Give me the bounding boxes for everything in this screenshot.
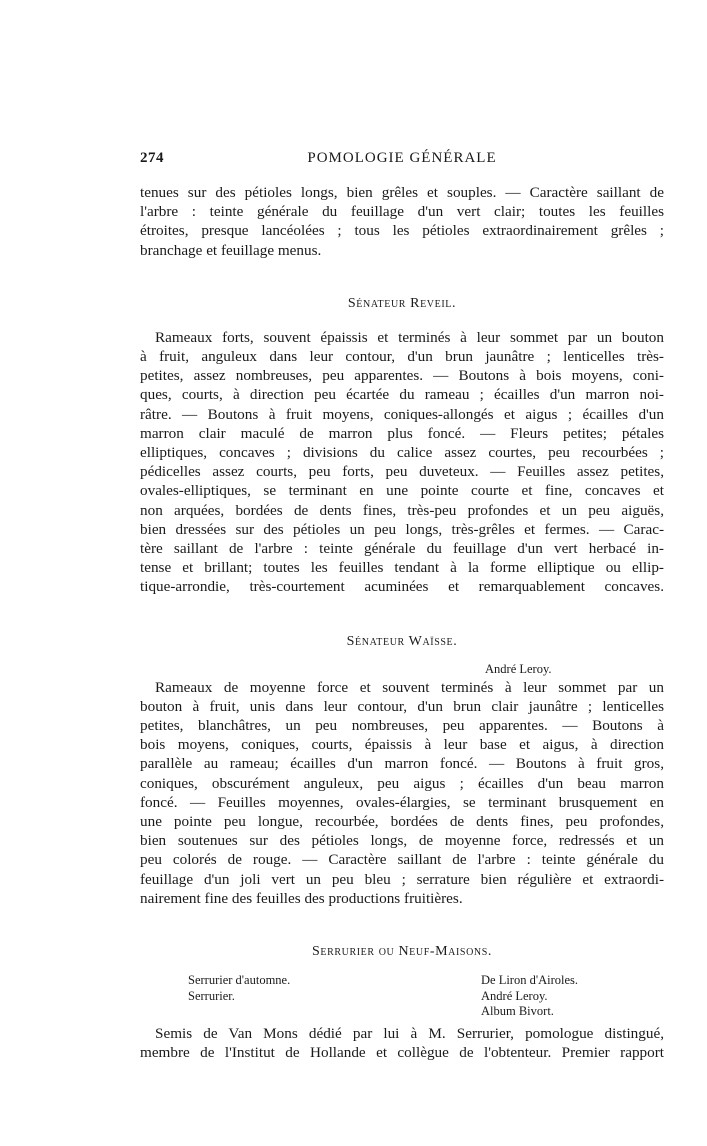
text-line: Rameaux forts, souvent épaissis et terminés à leur sommet par un bouton bbox=[155, 328, 664, 346]
text-line: peu colorés de rouge. — Caractère saillant de l'arbre : teinte générale du bbox=[140, 851, 664, 869]
text-line: nairement fine des feuilles des productions fruitières. bbox=[140, 889, 463, 907]
book-page bbox=[140, 150, 664, 1063]
text-line: râtre. — Boutons à fruit moyens, coniques-allongés et aigus ; écailles d'un bbox=[140, 405, 664, 423]
section-heading-senateur-waisse: Sénateur Waïsse. bbox=[346, 633, 458, 649]
synonyms-names bbox=[188, 973, 290, 1004]
text-line: parallèle au rameau; écailles d'un marron foncé. — Boutons à fruit gros, bbox=[140, 755, 664, 773]
text-line: coniques, obscurément anguleux, peu aigus ; écailles d'un beau marron bbox=[140, 774, 664, 792]
text-line: bouton à fruit, unis dans leur contour, d'un brun clair jaunâtre ; lenticelles bbox=[140, 697, 664, 715]
text-line: ovales-elliptiques, se terminant en une pointe courte et fine, concaves et bbox=[140, 482, 664, 500]
synonyms-sources bbox=[481, 973, 578, 1020]
text-line: petites, blanchâtres, un peu nombreuses, peu apparentes. — Boutons à bbox=[140, 717, 664, 735]
running-title: POMOLOGIE GÉNÉRALE bbox=[307, 150, 497, 166]
text-line: branchage et feuillage menus. bbox=[140, 241, 322, 259]
synonyms-block bbox=[140, 973, 664, 1023]
text-line: Semis de Van Mons dédié par lui à M. Serrurier, pomologue distingué, bbox=[155, 1025, 664, 1043]
synonym-name: Serrurier d'automne. bbox=[188, 973, 291, 988]
paragraph-senateur-reveil bbox=[140, 328, 664, 597]
text-line: ques, courts, à direction peu écartée du rameau ; écailles d'un marron noi- bbox=[140, 386, 664, 404]
text-line: non arquées, bordées de dents fines, très-peu profondes et un peu aiguës, bbox=[140, 501, 664, 519]
text-line: foncé. — Feuilles moyennes, ovales-élargies, se terminant brusquement en bbox=[140, 793, 664, 811]
synonym-source: André Leroy. bbox=[481, 988, 548, 1003]
text-line: bien soutenues sur des pétioles longs, de moyenne force, redressés et un bbox=[140, 832, 664, 850]
page-number: 274 bbox=[140, 150, 164, 166]
section-heading-serrurier: Serrurier ou Neuf-Maisons. bbox=[311, 944, 492, 960]
running-head bbox=[140, 150, 664, 170]
text-line: tère saillant de l'arbre : teinte générale du feuillage d'un vert herbacé in- bbox=[140, 540, 664, 558]
author-reference: André Leroy. bbox=[485, 661, 552, 676]
text-line: une pointe peu longue, recourbée, bordées de dents fines, peu profondes, bbox=[140, 813, 664, 831]
text-line: bien dressées sur des pétioles un peu longs, très-grêles et fermes. — Carac- bbox=[140, 520, 664, 538]
text-line: elliptiques, concaves ; divisions du calice assez courtes, peu recourbées ; bbox=[140, 444, 664, 462]
text-line: pédicelles assez courts, peu forts, peu duveteux. — Feuilles assez petites, bbox=[140, 463, 664, 481]
text-line: tenues sur des pétioles longs, bien grêles et souples. — Caractère saillant de bbox=[140, 184, 664, 201]
paragraph-senateur-waisse bbox=[140, 678, 664, 908]
text-line: tique-arrondie, très-courtement acuminées et remarquablement concaves. bbox=[140, 578, 664, 596]
text-line: à fruit, anguleux dans leur contour, d'un brun jaunâtre ; lenticelles très- bbox=[140, 348, 664, 366]
synonym-source: Album Bivort. bbox=[481, 1004, 554, 1019]
text-line: l'arbre : teinte générale du feuillage d'un vert clair; toutes les feuilles bbox=[140, 203, 664, 221]
text-line: marron clair maculé de marron plus foncé. — Fleurs petites; pétales bbox=[140, 424, 664, 442]
text-line: membre de l'Institut de Hollande et collègue de l'obtenteur. Premier rapport bbox=[140, 1044, 664, 1062]
continuation-paragraph bbox=[140, 183, 664, 260]
section-heading-senateur-reveil: Sénateur Reveil. bbox=[347, 295, 457, 311]
text-line: bois moyens, coniques, courts, épaissis à leur base et aigus, à direction bbox=[140, 736, 664, 754]
text-line: Rameaux de moyenne force et souvent terminés à leur sommet par un bbox=[155, 678, 664, 696]
synonym-source: De Liron d'Airoles. bbox=[481, 973, 579, 988]
synonym-name: Serrurier. bbox=[188, 988, 235, 1003]
paragraph-serrurier bbox=[140, 1024, 664, 1062]
text-line: petites, assez nombreuses, peu apparentes. — Boutons à bois moyens, coni- bbox=[140, 367, 664, 385]
text-line: étroites, presque lancéolées ; tous les pétioles extraordinairement grêles ; bbox=[140, 222, 664, 240]
text-line: feuillage d'un joli vert un peu bleu ; serrature bien régulière et extraordi- bbox=[140, 870, 664, 888]
text-line: tense et brillant; toutes les feuilles tendant à la forme elliptique ou ellip- bbox=[140, 559, 664, 577]
